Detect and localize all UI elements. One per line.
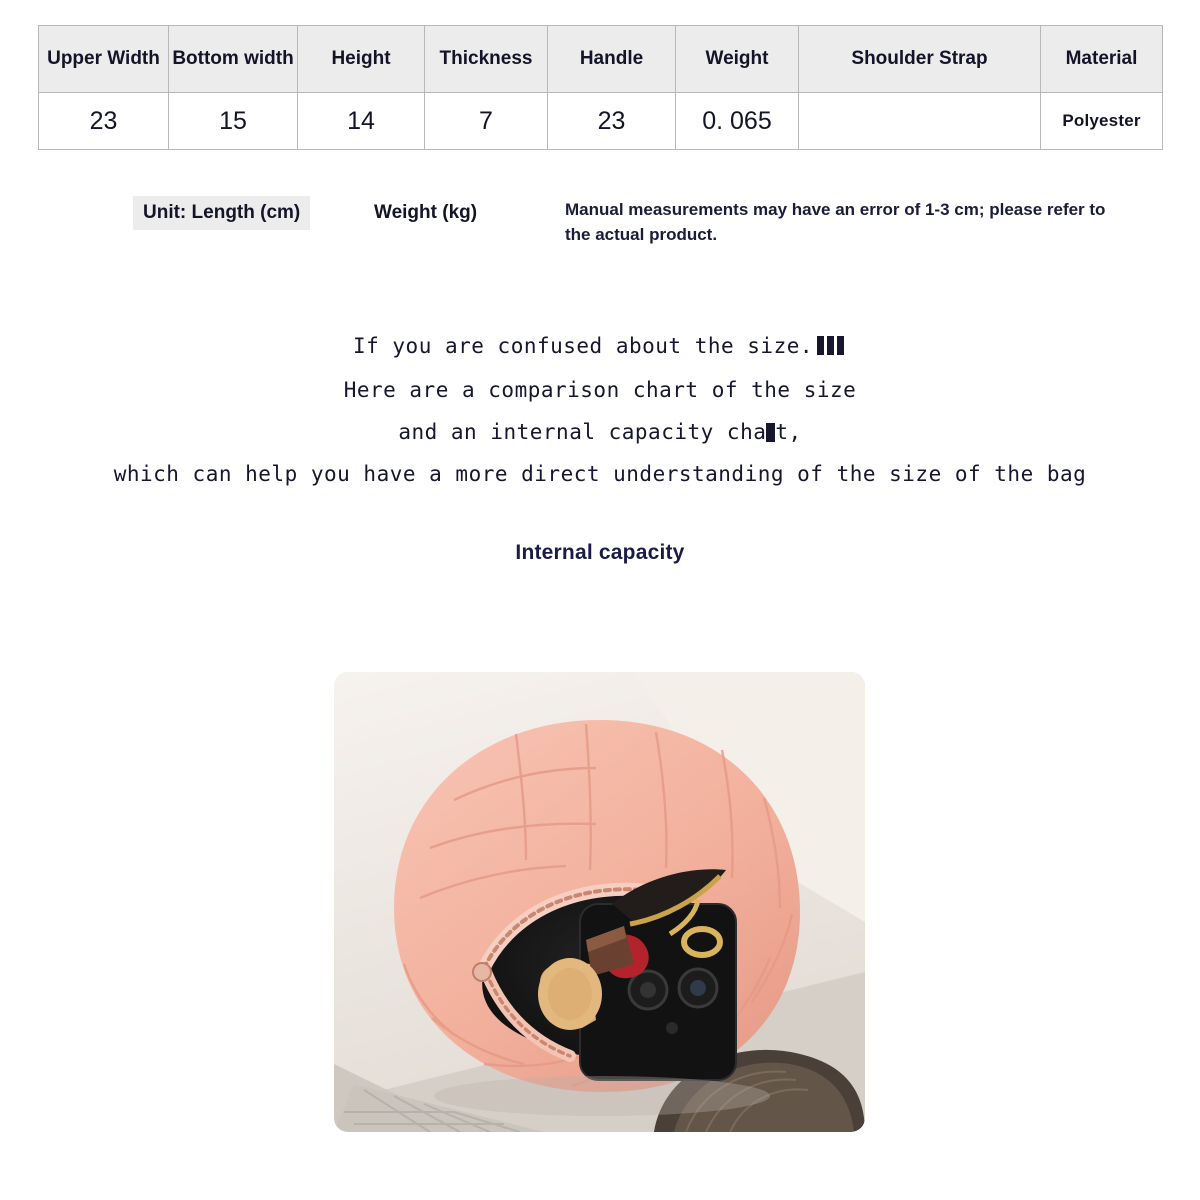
size-help-line-3	[0, 411, 1200, 453]
header-weight: Weight	[676, 26, 799, 93]
units-row	[0, 196, 1200, 242]
spec-table-container	[38, 25, 1162, 150]
size-help-paragraph	[0, 325, 1200, 495]
header-material: Material	[1041, 26, 1163, 93]
bars-glyph-icon	[817, 327, 847, 369]
product-photo-illustration	[334, 672, 865, 1132]
value-height: 14	[298, 93, 425, 150]
header-shoulder-strap: Shoulder Strap	[799, 26, 1041, 93]
block-glyph-icon	[766, 423, 775, 442]
value-thickness: 7	[425, 93, 548, 150]
unit-weight-label: Weight (kg)	[374, 202, 478, 223]
page-title-internal-capacity: Internal capacity	[515, 541, 685, 564]
header-height: Height	[298, 26, 425, 93]
spec-table	[38, 25, 1163, 150]
table-row-headers	[39, 26, 1163, 93]
header-bottom-width: Bottom width	[169, 26, 298, 93]
value-weight: 0. 065	[676, 93, 799, 150]
value-handle: 23	[548, 93, 676, 150]
manual-measurement-note: Manual measurements may have an error of 1-3 cm; please refer to the actual product.	[565, 200, 1106, 244]
value-shoulder-strap	[799, 93, 1041, 150]
value-material: Polyester	[1041, 93, 1163, 150]
size-help-line-1-text: If you are confused about the size.	[352, 334, 813, 358]
size-help-line-3-text-a: and an internal capacity cha	[398, 420, 767, 444]
size-help-line-1	[0, 325, 1200, 369]
size-help-line-3-text-b: t,	[775, 420, 802, 444]
header-handle: Handle	[548, 26, 676, 93]
product-photo	[334, 672, 865, 1132]
size-help-line-4: which can help you have a more direct understanding of the size of the bag	[113, 462, 1087, 486]
value-upper-width: 23	[39, 93, 169, 150]
unit-length-label: Unit: Length (cm)	[133, 196, 310, 230]
header-thickness: Thickness	[425, 26, 548, 93]
table-row-values	[39, 93, 1163, 150]
size-help-line-2: Here are a comparison chart of the size	[343, 378, 857, 402]
header-upper-width: Upper Width	[39, 26, 169, 93]
value-bottom-width: 15	[169, 93, 298, 150]
